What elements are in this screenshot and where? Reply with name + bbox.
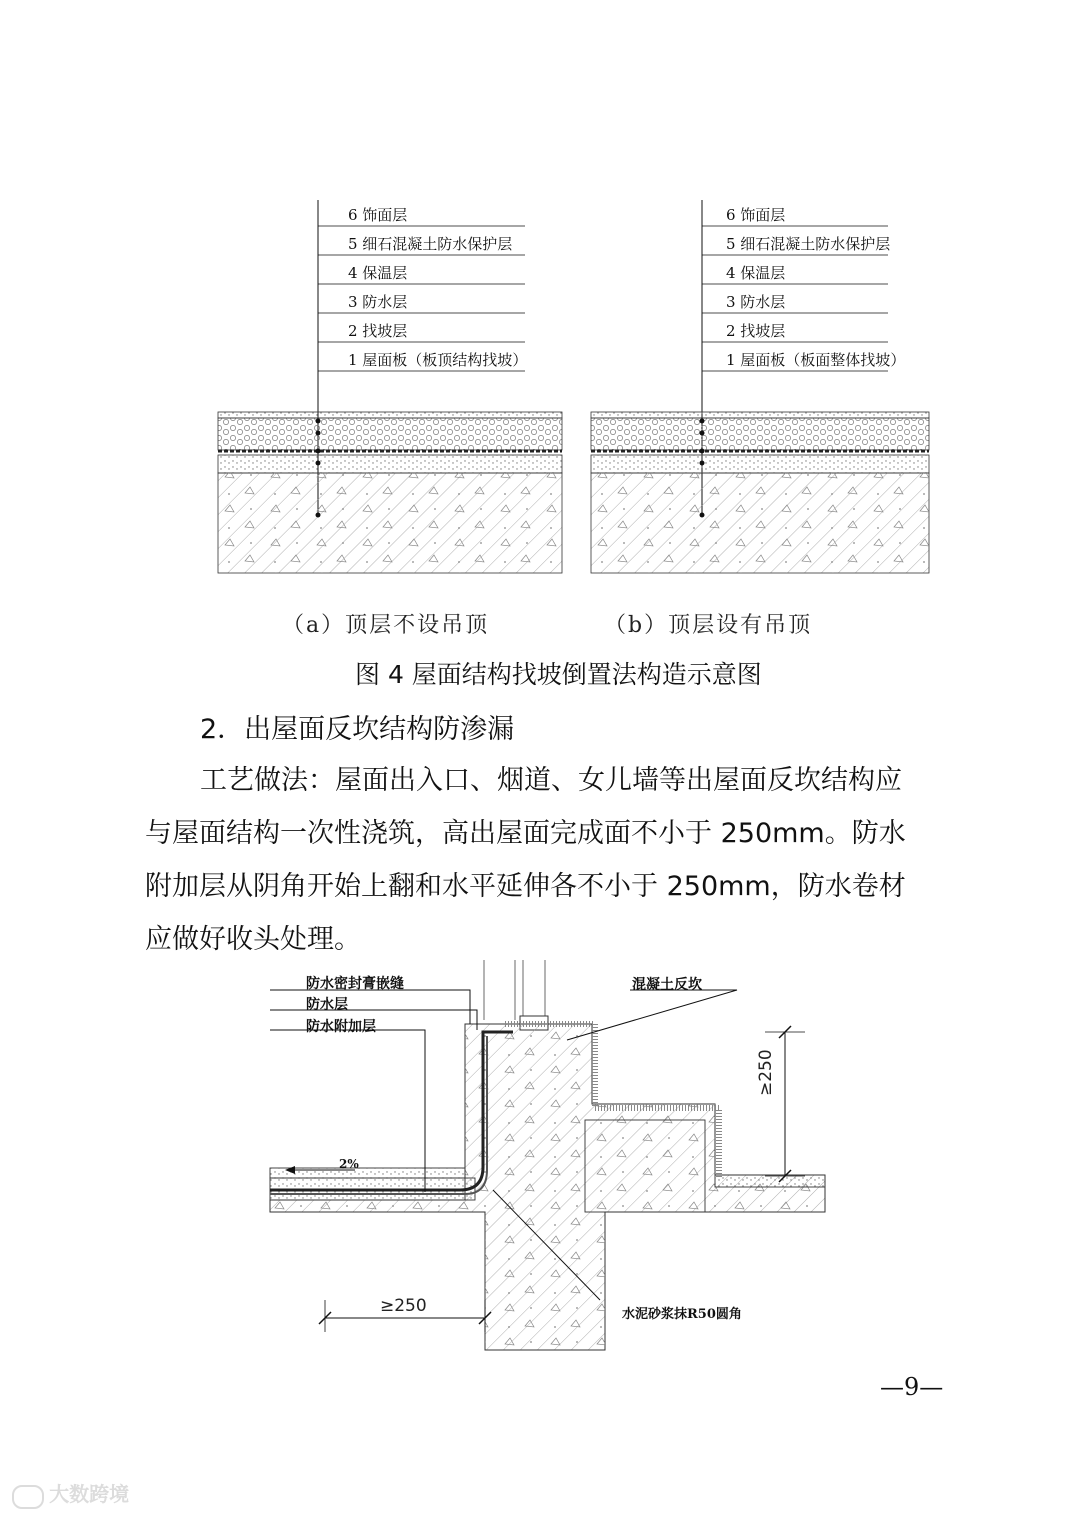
figure-4a-layer-5: 5 细石混凝土防水保护层 xyxy=(348,235,513,253)
page-number: —9— xyxy=(880,1373,944,1401)
figure-4b-layer-6: 6 饰面层 xyxy=(726,206,786,224)
figure-4a-layer-3: 3 防水层 xyxy=(348,293,408,311)
figure-4a-layer-1: 1 屋面板（板顶结构找坡） xyxy=(348,351,528,369)
label-mortar-fillet: 水泥砂浆抹R50圆角 xyxy=(622,1307,742,1322)
watermark-text: 大数跨境 xyxy=(49,1482,130,1506)
paragraph-line-3: 附加层从阴角开始上翻和水平延伸各不小于 250mm，防水卷材 xyxy=(145,871,906,902)
paragraph-line-4: 应做好收头处理。 xyxy=(145,924,361,955)
label-concrete-curb: 混凝土反坎 xyxy=(632,977,702,993)
paragraph-line-2: 与屋面结构一次性浇筑，高出屋面完成面不小于 250mm。防水 xyxy=(145,818,906,849)
section-heading: 2．出屋面反坎结构防渗漏 xyxy=(200,714,515,745)
figure-4a-layer-6: 6 饰面层 xyxy=(348,206,408,224)
figure-4a-layer-2: 2 找坡层 xyxy=(348,322,408,340)
figure-4b-layer-4: 4 保温层 xyxy=(726,264,786,282)
figure-4b-caption: （b）顶层设有吊顶 xyxy=(604,613,813,638)
figure-4-title: 图 4 屋面结构找坡倒置法构造示意图 xyxy=(355,660,762,689)
label-sealant: 防水密封膏嵌缝 xyxy=(306,976,404,992)
dimension-vertical: ≥250 xyxy=(756,1049,776,1096)
figure-4a-layer-4: 4 保温层 xyxy=(348,264,408,282)
figure-4b-layer-3: 3 防水层 xyxy=(726,293,786,311)
watermark xyxy=(12,1478,129,1509)
figure-4b-layer-2: 2 找坡层 xyxy=(726,322,786,340)
figure-4b-layer-1: 1 屋面板（板面整体找坡） xyxy=(726,351,906,369)
paragraph-line-1: 工艺做法：屋面出入口、烟道、女儿墙等出屋面反坎结构应 xyxy=(200,765,902,796)
figure-4a-caption: （a）顶层不设吊顶 xyxy=(282,613,490,638)
watermark-logo-icon xyxy=(12,1485,44,1509)
dimension-horizontal: ≥250 xyxy=(380,1296,427,1316)
label-slope: 2% xyxy=(339,1157,359,1171)
label-waterproof-layer: 防水层 xyxy=(306,997,348,1013)
label-additional-layer: 防水附加层 xyxy=(306,1019,376,1035)
figure-4b-layer-5: 5 细石混凝土防水保护层 xyxy=(726,235,891,253)
